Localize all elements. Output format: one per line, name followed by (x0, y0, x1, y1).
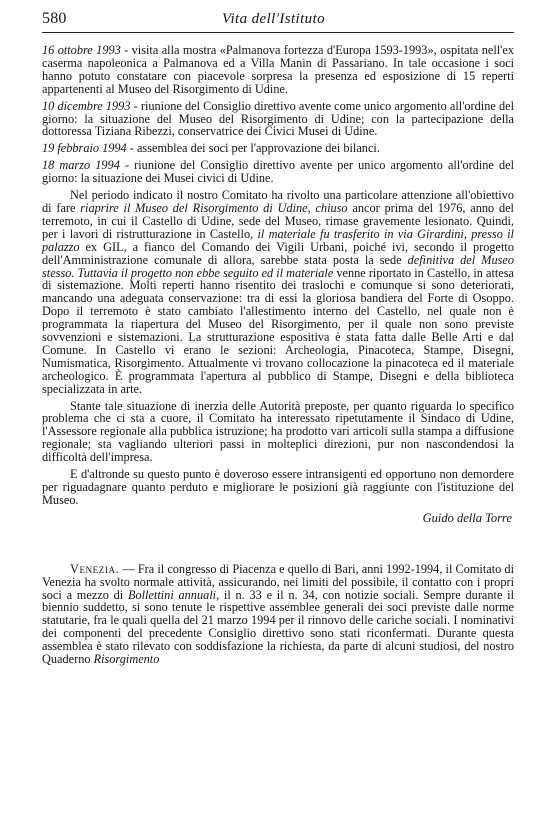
chronology-entry (42, 159, 514, 185)
page-number: 580 (42, 10, 67, 27)
entry-text: - visita alla mostra «Palmanova fortezza d'Europa 1593-1993», ospitata nell'ex caserma napoleonica a Palmanova ed a Villa Manin di Passariano. In tale occasione i soci hanno potuto constatare con piacevole sorpresa la presenza ed esposizione di 15 reperti appartenenti al Museo del Risorgimento di Udine. (42, 43, 514, 96)
entry-date: 18 marzo 1994 (42, 158, 120, 173)
text-run: , il n. 33 e il n. 34, con notizie sociali. Sempre durante il biennio suddetto, si sono tenute le rispettive assemblee generali dei soci previste dalle norme statutarie, fra le quali quella del 21 marzo 1994 per il rinnovo delle cariche sociali. I nominativi dei componenti del precedente Consiglio direttivo sono stati riconfermati. Durante questa assemblea è stato rilevato con soddisfazione la richiesta, da parte di alcuni studiosi, del nostro Quaderno (42, 587, 515, 667)
text-run: ex GIL, a fianco del Comando dei Vigili Urbani, poiché ivi, secondo il progetto dell'Amministrazione comunale di allora, sarebbe stata posta la sede (42, 239, 514, 267)
body-paragraph: Stante tale situazione di inerzia delle Autorità preposte, per quanto riguarda lo specifico problema che ci sta a cuore, il Comitato ha interessato ripetutamente il Sindaco di Udine, l'Assessore regionale alla pubblica istruzione; ha prodotto vari articoli sulla stampa a diffusione regionale; sta vagliando ulteriori passi in molteplici direzioni, pur non nascondendosi la difficoltà dell'impresa. (42, 398, 514, 465)
chronology-entry (42, 142, 514, 155)
page-header (42, 10, 514, 33)
italic-run: definitiva del Museo stesso. Tuttavia il progetto non ebbe seguito ed il materiale (42, 252, 514, 280)
text-run: — Fra il congresso di Piacenza e quello di Bari, anni 1992-1994, il Comitato di Venezia ha svolto normale attività, assicurando, nei limiti del possibile, il contatto con i propri soci a mezzo di (42, 561, 514, 602)
body-paragraph: E d'altronde su questo punto è doveroso essere intransigenti ed opportuno non demordere per riguadagnare quanto perduto e migliorare le posizioni già raggiunte con l'istituzione del Museo. (42, 467, 514, 507)
chronology-entry (42, 44, 514, 96)
entry-date: 16 ottobre 1993 (42, 43, 121, 57)
entry-date: 19 febbraio 1994 (42, 141, 127, 156)
entry-text: - riunione del Consiglio direttivo avente per unico argomento all'ordine del giorno: la situazione dei Musei civici di Udine. (42, 158, 515, 186)
italic-run: riaprire il Museo del Risorgimento di Udine, chiuso (80, 200, 348, 215)
chronology-entry (42, 100, 514, 139)
venezia-section (42, 563, 514, 666)
entry-text: - riunione del Consiglio direttivo avente come unico argomento all'ordine del giorno: la situazione del Museo del Risorgimento di Udine; con la partecipazione della dottoressa Tiziana Ribezzi, conservatrice dei Civici Musei di Udine. (42, 98, 514, 139)
entry-text: - assemblea dei soci per l'approvazione dei bilanci. (126, 141, 380, 156)
section-city: Venezia. (70, 561, 120, 576)
author-signature: Guido della Torre (422, 510, 512, 525)
text-run: venne riportato in Castello, in attesa di sistemazione. Molti reperti hanno risentito dei traslochi e comunque si sono deteriorati, mancando una adeguata conservazione: tra di essi la gloriosa bandiera del Forte di Osoppo. Dopo il terremoto è stato cambiato l'allestimento interno del Castello, nel quale non è programmata la riapertura del Museo del Risorgimento, per il quale non sono previste sovvenzioni e sistemazioni. La strutturazione espositiva è stata fatta dalle Belle Arti e dal Comune. In Castello vi erano le sezioni: Archeologia, Pinacoteca, Stampe, Disegni, Numismatica, Risorgimento. Attualmente vi trovano collocazione la pinacoteca ed il materiale archeologico. È programmata l'apertura al pubblico di Stampe, Disegni e della biblioteca specializzata in arte. (42, 265, 514, 396)
text-run: ancor prima del 1976, anno del terremoto, in cui il Castello di Udine, sede del Museo, rimase gravemente lesionato. Quindi, per i lavori di ristrutturazione in Castello, (42, 200, 514, 241)
entry-date: 10 dicembre 1993 (42, 98, 131, 113)
body-paragraph (42, 189, 514, 396)
running-title: Vita dell'Istituto (222, 11, 326, 27)
italic-run: Risorgimento (93, 652, 160, 667)
italic-run: Bollettini annuali (127, 587, 217, 602)
italic-run: il materiale fu trasferito in via Girardini, presso il palazzo (42, 226, 514, 254)
page-body (42, 44, 514, 666)
text-run: Nel periodo indicato il nostro Comitato ha rivolto una particolare attenzione all'obiettivo di fare (42, 188, 514, 215)
